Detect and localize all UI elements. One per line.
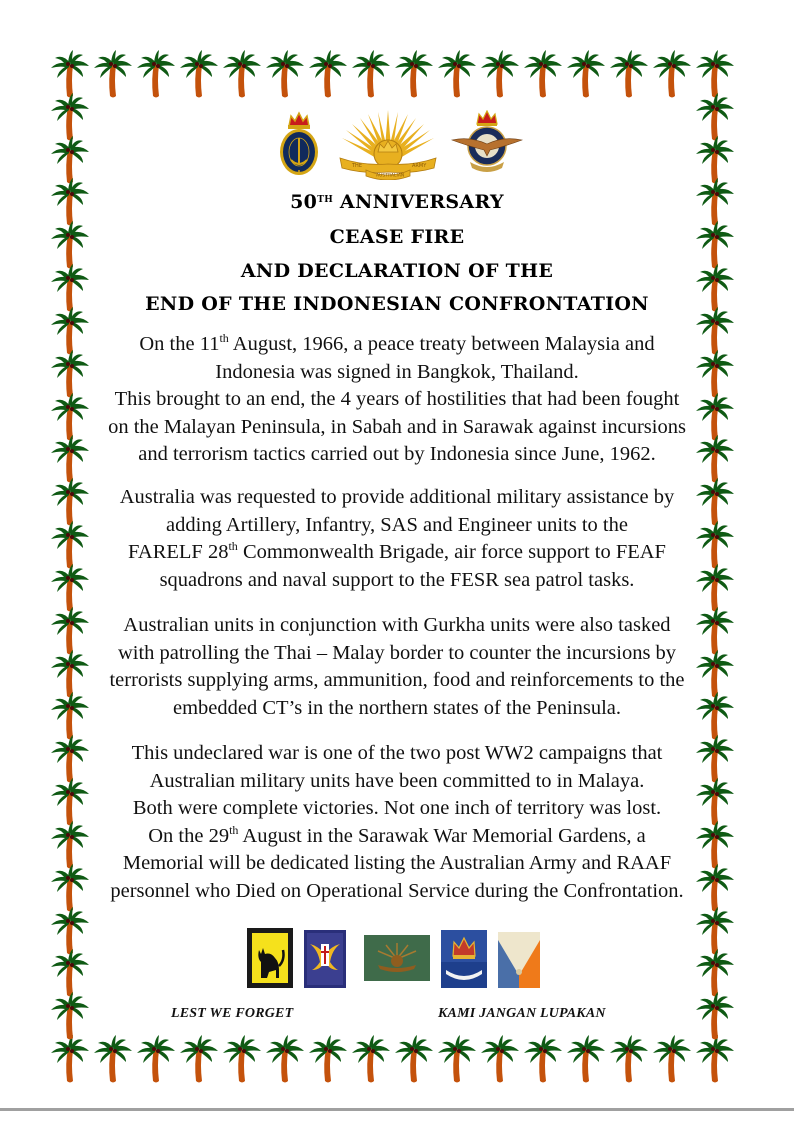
paragraph-military-assistance xyxy=(92,484,702,594)
commonwealth-crown-patch-icon xyxy=(441,930,487,988)
palm-tree-icon xyxy=(522,50,564,100)
paragraph-line xyxy=(92,768,702,796)
title-line-2-text: CEASE FIRE xyxy=(329,226,465,248)
palm-tree-icon xyxy=(651,50,693,100)
raaf-crest xyxy=(450,110,524,176)
palm-tree-icon xyxy=(92,50,134,100)
palm-tree-icon xyxy=(178,50,220,100)
paragraph-line xyxy=(92,331,702,359)
australian-army-rising-sun-crest xyxy=(338,108,438,180)
palm-tree-icon xyxy=(264,50,306,100)
palm-tree-icon xyxy=(178,1035,220,1085)
title-line-1 xyxy=(90,187,704,217)
line-text: adding Artillery, Infantry, SAS and Engineer units to the xyxy=(166,513,628,536)
title-line-4-text: END OF THE INDONESIAN CONFRONTATION xyxy=(145,293,649,315)
line-text: On the 29 xyxy=(148,824,230,847)
line-text: Australian military units have been committed to in Malaya. xyxy=(149,769,645,792)
paragraph-undeclared-war xyxy=(92,740,702,906)
line-text: Memorial will be dedicated listing the Australian Army and RAAF xyxy=(122,852,672,875)
motto-lest-we-forget: LEST WE FORGET xyxy=(171,1006,294,1021)
rising-sun-green-patch-icon xyxy=(364,935,430,981)
palm-tree-icon xyxy=(221,1035,263,1085)
palm-tree-icon xyxy=(350,1035,392,1085)
cross-wings-patch-icon xyxy=(304,930,346,988)
palm-tree-icon xyxy=(92,1035,134,1085)
paragraph-line xyxy=(92,878,702,906)
motto-kami-jangan-lupakan: KAMI JANGAN LUPAKAN xyxy=(438,1006,606,1021)
army-crest-text-left: THE xyxy=(352,163,362,169)
palm-tree-icon xyxy=(479,1035,521,1085)
palm-tree-icon xyxy=(694,992,736,1042)
paragraph-line xyxy=(92,850,702,878)
line-text-rest: August, 1966, a peace treaty between Malaysia and xyxy=(228,333,655,355)
palm-tree-icon xyxy=(264,1035,306,1085)
palm-tree-icon xyxy=(565,1035,607,1085)
palm-tree-icon xyxy=(436,50,478,100)
line-superscript: th xyxy=(229,822,239,837)
line-text: with patrolling the Thai – Malay border to counter the incursions by xyxy=(117,641,677,664)
palm-tree-icon xyxy=(522,1035,564,1085)
line-text: on the Malayan Peninsula, in Sabah and in Sarawak against incursions xyxy=(108,415,686,438)
palm-tree-icon xyxy=(565,50,607,100)
paragraph-line xyxy=(92,484,702,512)
title-line-1-rest: ANNIVERSARY xyxy=(333,191,504,213)
palm-tree-icon xyxy=(608,50,650,100)
service-crests xyxy=(0,108,794,180)
palm-tree-icon xyxy=(135,50,177,100)
line-text: Australian units in conjunction with Gurkha units were also tasked xyxy=(123,614,671,636)
title-line-3 xyxy=(90,256,704,286)
paragraph-line xyxy=(92,823,702,851)
paragraph-line xyxy=(92,539,702,567)
paragraph-gurkha-units xyxy=(92,612,702,722)
title-line-2 xyxy=(90,222,704,252)
line-text: Indonesia was signed in Bangkok, Thailand. xyxy=(215,360,579,383)
paragraph-line xyxy=(92,695,702,723)
paragraph-line xyxy=(92,640,702,668)
line-text: Both were complete victories. Not one inch of territory was lost. xyxy=(132,797,662,820)
paragraph-line xyxy=(92,612,702,640)
line-text: personnel who Died on Operational Service during the Confrontation. xyxy=(110,879,684,902)
royal-australian-navy-crest xyxy=(277,110,321,176)
palm-tree-icon xyxy=(393,50,435,100)
palm-tree-icon xyxy=(49,992,91,1042)
palm-tree-icon xyxy=(49,1035,91,1085)
title-line-3-text: AND DECLARATION OF THE xyxy=(240,260,554,282)
line-text: embedded CT’s in the northern states of the Peninsula. xyxy=(172,696,622,719)
title-line-4 xyxy=(90,289,704,319)
line-text: This undeclared war is one of the two post WW2 campaigns that xyxy=(131,742,663,764)
line-superscript: th xyxy=(228,539,238,554)
palm-tree-icon xyxy=(350,50,392,100)
palm-tree-icon xyxy=(436,1035,478,1085)
paragraph-line xyxy=(92,441,702,469)
line-text-rest: August in the Sarawak War Memorial Gardens, a xyxy=(238,824,646,847)
palm-tree-icon xyxy=(221,50,263,100)
paragraph-line xyxy=(92,740,702,768)
palm-tree-icon xyxy=(135,1035,177,1085)
palm-tree-icon xyxy=(307,1035,349,1085)
paragraph-line xyxy=(92,414,702,442)
army-crest-text-right: ARMY xyxy=(412,163,427,169)
line-text: squadrons and naval support to the FESR sea patrol tasks. xyxy=(159,568,635,591)
title-line-1-text: 50 xyxy=(290,191,318,213)
line-superscript: th xyxy=(219,331,229,346)
line-text: On the 11 xyxy=(139,333,220,355)
page-bottom-rule xyxy=(0,1108,794,1111)
line-text: terrorists supplying arms, ammunition, food and reinforcements to the xyxy=(109,669,685,692)
palm-tree-icon xyxy=(608,1035,650,1085)
paragraph-line xyxy=(92,567,702,595)
line-text: This brought to an end, the 4 years of hostilities that had been fought xyxy=(114,388,680,411)
line-text: FARELF 28 xyxy=(128,541,229,564)
black-cat-patch-icon xyxy=(247,928,293,988)
paragraph-line xyxy=(92,512,702,540)
paragraph-line xyxy=(92,795,702,823)
line-text-rest: Commonwealth Brigade, air force support to FEAF xyxy=(237,541,666,564)
palm-tree-icon xyxy=(393,1035,435,1085)
orange-blue-chevron-patch-icon xyxy=(498,932,540,988)
paragraph-line xyxy=(92,667,702,695)
palm-tree-icon xyxy=(479,50,521,100)
palm-tree-icon xyxy=(694,1035,736,1085)
unit-patches xyxy=(0,928,794,990)
line-text: Australia was requested to provide additional military assistance by xyxy=(119,486,675,508)
palm-tree-icon xyxy=(651,1035,693,1085)
line-text: and terrorism tactics carried out by Indonesia since June, 1962. xyxy=(138,443,656,466)
army-crest-text-bottom: AUSTRALIAN xyxy=(376,173,405,179)
paragraph-line xyxy=(92,359,702,387)
title-line-1-superscript: TH xyxy=(317,195,334,205)
paragraph-peace-treaty xyxy=(92,331,702,469)
palm-tree-icon xyxy=(307,50,349,100)
paragraph-line xyxy=(92,386,702,414)
